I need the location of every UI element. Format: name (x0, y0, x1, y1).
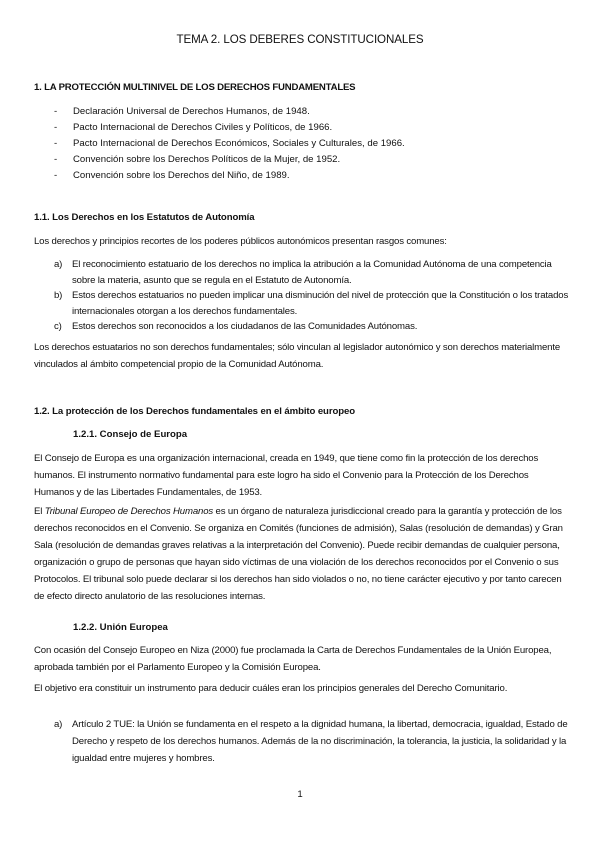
section-1-1-closing: Los derechos estuatarios no son derechos fundamentales; sólo vinculan al legislador autonómico y son derechos materialmente vinculados al ámbito competencial propio de la Comunidad Autónoma. (34, 342, 561, 370)
dash-marker: - (54, 154, 58, 165)
tribunal-paragraph: El Tribunal Europeo de Derechos Humanos es un órgano de naturaleza jurisdiccional creado para la garantía y protección de los derechos reconocidos en el Convenio. Se organiza en Comités (funciones de admisión), Salas (resolución de demandas) y Gran Sala (resolución de demandas graves relativas a la interpretación del Convenio). Puede recibir demandas de cualquier persona, organización o grupo de personas que hayan sido víctimas de una violación de los derechos reconocidos por el Convenio o sus Protocolos. El tribunal solo puede declarar si los derechos han sido violados o no, no tiene carácter ejecutivo y por tanto carecen de efecto directo anulatorio de las resoluciones internas. (34, 506, 563, 602)
union-europea-paragraph: Con ocasión del Consejo Europeo en Niza (2000) fue proclamada la Carta de Derechos Fundamentales de la Unión Europea, aprobada también por el Parlamento Europeo y la Comisión Europea. (34, 645, 552, 673)
list-item: - Pacto Internacional de Derechos Civiles y Políticos, de 1966. (34, 120, 405, 136)
tribunal-name: Tribunal Europeo de Derechos Humanos (44, 506, 214, 517)
dash-marker: - (54, 170, 58, 181)
section-1-2-1-heading: 1.2.1. Consejo de Europa (73, 429, 188, 440)
list-item: - Convención sobre los Derechos Políticos de la Mujer, de 1952. (34, 152, 405, 168)
list-item: c) Estos derechos son reconocidos a los ciudadanos de las Comunidades Autónomas. (54, 321, 418, 333)
dash-marker: - (54, 106, 58, 117)
section-1-1-intro: Los derechos y principios recortes de los poderes públicos autonómicos presentan rasgos comunes: (34, 236, 447, 247)
section-1-heading: 1. LA PROTECCIÓN MULTINIVEL DE LOS DERECHOS FUNDAMENTALES (34, 82, 356, 93)
list-item: - Pacto Internacional de Derechos Económicos, Sociales y Culturales, de 1966. (34, 136, 405, 152)
dash-marker: - (54, 138, 58, 149)
section-1-1-heading: 1.1. Los Derechos en los Estatutos de Autonomía (34, 212, 255, 223)
page-number: 1 (297, 789, 303, 800)
list-item: - Convención sobre los Derechos del Niño, de 1989. (34, 168, 405, 184)
document-title: TEMA 2. LOS DEBERES CONSTITUCIONALES (176, 33, 424, 46)
list-item: a) Artículo 2 TUE: la Unión se fundamenta en el respeto a la dignidad humana, la libertad, democracia, igualdad, Estado de Derecho y respeto de los derechos humanos. Además de la no discriminación, la tolerancia, la justicia, la solidaridad y la igualdad entre mujeres y hombres. (54, 719, 568, 765)
section-1-2-2-heading: 1.2.2. Unión Europea (73, 622, 168, 633)
consejo-europa-paragraph: El Consejo de Europa es una organización internacional, creada en 1949, que tiene como fin la protección de los derechos humanos. El instrumento normativo fundamental para este logro ha sido el Convenio para la Protección de los Derechos Humanos y de las Libertades Fundamentales, de 1953. (34, 453, 539, 498)
list-item: a) El reconocimiento estatuario de los derechos no implica la atribución a la Comunidad Autónoma de una competencia sobre la materia, asunto que se regula en el Estatuto de Autonomía. (54, 259, 552, 286)
list-item: b) Estos derechos estatuarios no pueden implicar una disminución del nivel de protección que la Constitución o los tratados internacionales otorgan a los derechos fundamentales. (54, 290, 569, 317)
treaty-list (34, 104, 405, 184)
dash-marker: - (54, 122, 58, 133)
tue-list (34, 716, 569, 768)
section-1-2-heading: 1.2. La protección de los Derechos fundamentales en el ámbito europeo (34, 406, 355, 417)
estatutos-list (34, 257, 569, 335)
objetivo-paragraph: El objetivo era constituir un instrumento para deducir cuáles eran los principios generales del Derecho Comunitario. (34, 683, 508, 694)
list-item: - Declaración Universal de Derechos Humanos, de 1948. (34, 104, 405, 120)
